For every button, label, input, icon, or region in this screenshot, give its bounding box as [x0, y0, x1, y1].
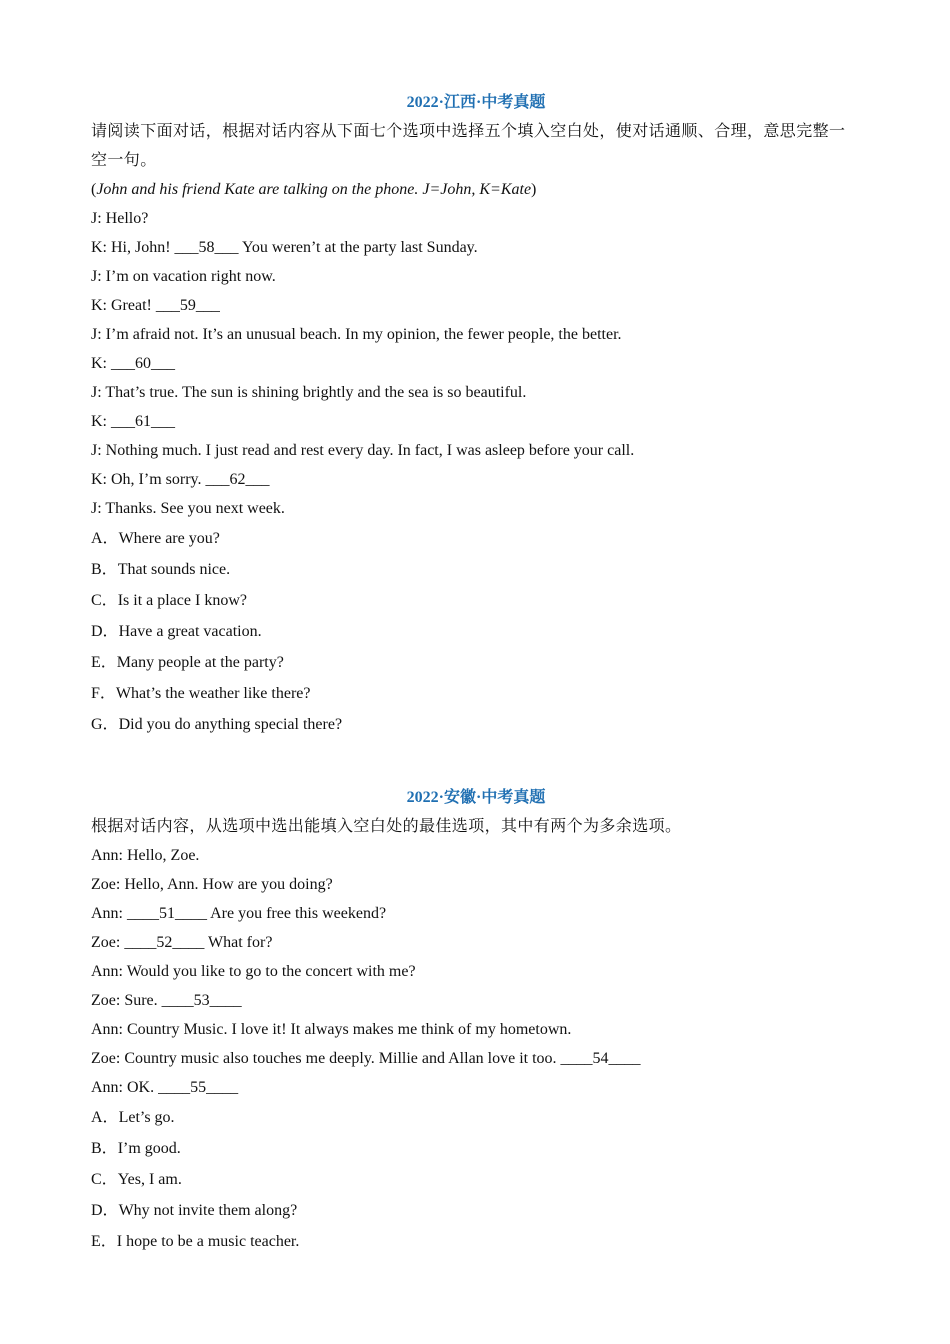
- option-d: [91, 1195, 861, 1226]
- dialogue-line: J: I’m afraid not. It’s an unusual beach. In my opinion, the fewer people, the better.: [91, 326, 622, 343]
- option-g: [91, 709, 861, 740]
- option-letter: C．: [91, 1171, 118, 1188]
- dialogue-line: Zoe: Hello, Ann. How are you doing?: [91, 876, 333, 893]
- option-a: [91, 523, 861, 554]
- option-letter: B．: [91, 561, 118, 578]
- dialogue-line: K: ___60___: [91, 355, 175, 372]
- dialogue-line: Ann: ____51____ Are you free this weekend?: [91, 905, 387, 922]
- dialogue-line: J: That’s true. The sun is shining brightly and the sea is so beautiful.: [91, 384, 527, 401]
- dialogue-line: Ann: OK. ____55____: [91, 1079, 239, 1096]
- dialogue-line: K: Oh, I’m sorry. ___62___: [91, 471, 270, 488]
- section-title: 2022·安徽·中考真题: [406, 789, 546, 806]
- option-e: [91, 647, 861, 678]
- dialogue-line: K: ___61___: [91, 413, 175, 430]
- option-letter: F．: [91, 685, 116, 702]
- option-letter: B．: [91, 1140, 118, 1157]
- option-f: [91, 678, 861, 709]
- dialogue-line: Ann: Would you like to go to the concert with me?: [91, 963, 416, 980]
- option-c: [91, 1164, 861, 1195]
- section-instruction: 请阅读下面对话，根据对话内容从下面七个选项中选择五个填入空白处，使对话通顺、合理，意思完整一空一句。: [91, 123, 846, 169]
- context-text: John and his friend Kate are talking on the phone. J=John, K=Kate: [96, 181, 532, 198]
- dialogue-line: Zoe: ____52____ What for?: [91, 934, 273, 951]
- dialogue-line: K: Hi, John! ___58___ You weren’t at the party last Sunday.: [91, 239, 478, 256]
- dialogue-line: Ann: Country Music. I love it! It always makes me think of my hometown.: [91, 1021, 572, 1038]
- option-letter: A．: [91, 530, 119, 547]
- context-open: (: [91, 181, 97, 198]
- section-jiangxi: [91, 88, 861, 740]
- dialogue-line: Ann: Hello, Zoe.: [91, 847, 200, 864]
- option-e: [91, 1226, 861, 1257]
- option-text: Is it a place I know?: [117, 592, 247, 609]
- option-b: [91, 554, 861, 585]
- dialogue-line: Zoe: Country music also touches me deeply. Millie and Allan love it too. ____54____: [91, 1050, 641, 1067]
- option-text: Why not invite them along?: [118, 1202, 298, 1219]
- option-letter: E．: [91, 1233, 117, 1250]
- option-letter: G．: [91, 716, 119, 733]
- option-text: Many people at the party?: [116, 654, 284, 671]
- section-title: 2022·江西·中考真题: [406, 94, 546, 111]
- option-d: [91, 616, 861, 647]
- dialogue-line: Zoe: Sure. ____53____: [91, 992, 242, 1009]
- document-page: [91, 88, 861, 1257]
- dialogue-line: J: Hello?: [91, 210, 149, 227]
- option-letter: E．: [91, 654, 117, 671]
- option-text: Have a great vacation.: [118, 623, 262, 640]
- dialogue-line: K: Great! ___59___: [91, 297, 220, 314]
- option-c: [91, 585, 861, 616]
- option-text: Did you do anything special there?: [118, 716, 343, 733]
- option-text: I hope to be a music teacher.: [116, 1233, 300, 1250]
- option-letter: D．: [91, 1202, 119, 1219]
- option-letter: D．: [91, 623, 119, 640]
- option-text: Yes, I am.: [117, 1171, 182, 1188]
- dialogue-line: J: I’m on vacation right now.: [91, 268, 276, 285]
- section-gap: [91, 740, 861, 783]
- context-close: ): [531, 181, 537, 198]
- section-anhui: [91, 783, 861, 1257]
- option-letter: C．: [91, 592, 118, 609]
- option-text: What’s the weather like there?: [115, 685, 311, 702]
- option-a: [91, 1102, 861, 1133]
- section-instruction: 根据对话内容，从选项中选出能填入空白处的最佳选项，其中有两个为多余选项。: [91, 818, 682, 835]
- option-text: Let’s go.: [118, 1109, 175, 1126]
- dialogue-context: [91, 175, 861, 204]
- option-b: [91, 1133, 861, 1164]
- option-text: Where are you?: [118, 530, 220, 547]
- option-letter: A．: [91, 1109, 119, 1126]
- option-text: I’m good.: [117, 1140, 181, 1157]
- dialogue-line: J: Thanks. See you next week.: [91, 500, 285, 517]
- option-text: That sounds nice.: [117, 561, 231, 578]
- dialogue-line: J: Nothing much. I just read and rest every day. In fact, I was asleep before your call.: [91, 442, 635, 459]
